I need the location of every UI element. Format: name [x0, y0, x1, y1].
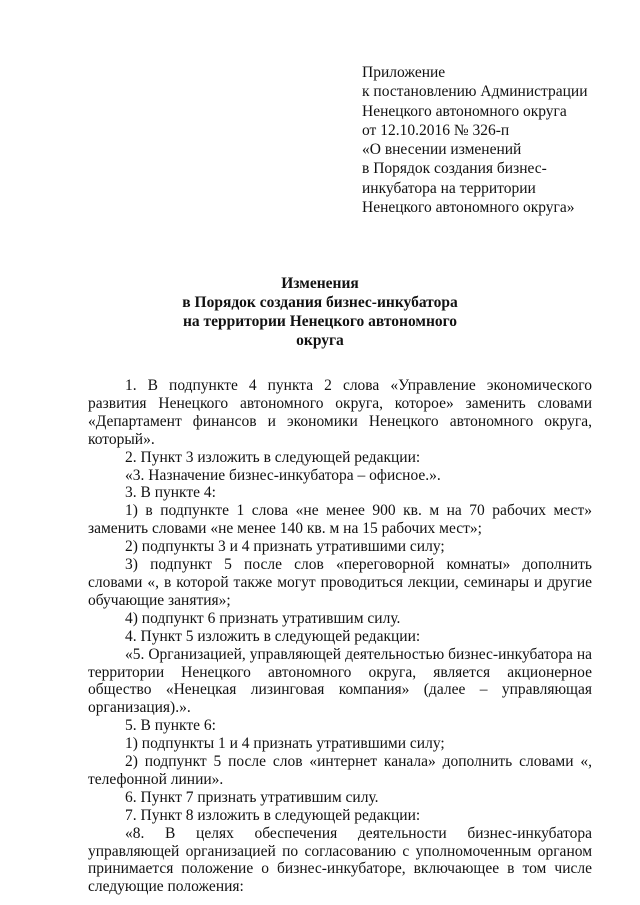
document-body	[88, 377, 592, 896]
appendix-line: инкубатора на территории	[362, 179, 536, 197]
paragraph: «3. Назначение бизнес-инкубатора – офисное.».	[125, 466, 441, 484]
appendix-line: Ненецкого автономного округа»	[362, 199, 575, 217]
appendix-line: Ненецкого автономного округа	[362, 102, 567, 120]
document-heading	[0, 274, 640, 350]
paragraph: «5. Организацией, управляющей деятельностью бизнес-инкубатора на территории Ненецкого автономного округа, является акционерное общество «Ненецкая лизинговая компания» (далее – управляющая организация).».	[88, 645, 592, 717]
appendix-line: к постановлению Администрации	[362, 83, 588, 101]
appendix-line: «О внесении изменений	[362, 141, 522, 159]
paragraph: 7. Пункт 8 изложить в следующей редакции:	[125, 806, 421, 824]
paragraph: «8. В целях обеспечения деятельности бизнес-инкубатора управляющей организацией по согласованию с уполномоченным органом принимается положение о бизнес-инкубаторе, включающее в том числе следующие положения:	[88, 824, 592, 896]
appendix-line: в Порядок создания бизнес-	[362, 160, 547, 178]
appendix-block	[362, 63, 588, 217]
paragraph: 1) подпункты 1 и 4 признать утратившими силу;	[125, 735, 445, 753]
heading-line: на территории Ненецкого автономного	[182, 313, 458, 330]
paragraph: 3) подпункт 5 после слов «переговорной комнаты» дополнить словами «, в которой также могут проводиться лекции, семинары и другие обучающие занятия»;	[88, 556, 592, 609]
paragraph: 1) в подпункте 1 слова «не менее 900 кв. м на 70 рабочих мест» заменить словами «не менее 140 кв. м на 15 рабочих мест»;	[88, 502, 592, 538]
paragraph: 6. Пункт 7 признать утратившим силу.	[125, 788, 379, 806]
paragraph: 2. Пункт 3 изложить в следующей редакции:	[125, 448, 421, 466]
paragraph: 1. В подпункте 4 пункта 2 слова «Управление экономического развития Ненецкого автономного округа, которое» заменить словами «Департамент финансов и экономики Ненецкого автономного округа, который».	[88, 377, 592, 448]
paragraph: 4) подпункт 6 признать утратившим силу.	[125, 609, 401, 627]
paragraph: 2) подпункты 3 и 4 признать утратившими силу;	[125, 538, 445, 556]
appendix-line: от 12.10.2016 № 326-п	[362, 121, 510, 139]
paragraph: 3. В пункте 4:	[125, 484, 216, 502]
paragraph: 2) подпункт 5 после слов «интернет канала» дополнить словами «, телефонной линии».	[88, 753, 592, 788]
appendix-line: Приложение	[362, 64, 446, 81]
heading-line: Изменения	[281, 275, 359, 292]
paragraph: 5. В пункте 6:	[125, 717, 216, 735]
heading-line: округа	[296, 332, 344, 349]
heading-line: в Порядок создания бизнес-инкубатора	[182, 294, 458, 311]
paragraph: 4. Пункт 5 изложить в следующей редакции:	[125, 627, 421, 645]
